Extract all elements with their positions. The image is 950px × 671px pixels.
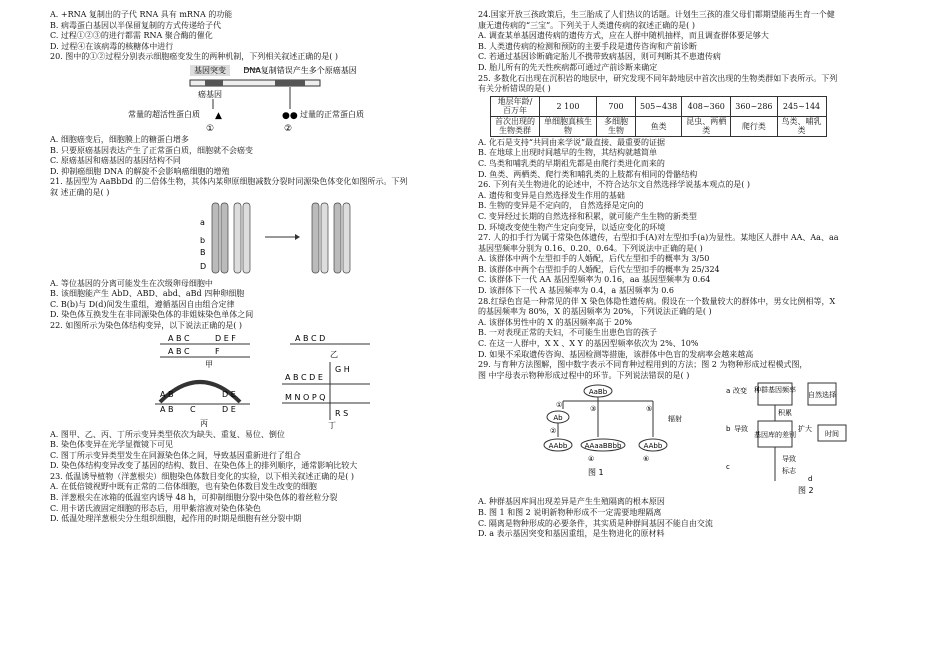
q21-stem-1: 21. 基因型为 AaBbDd 的二倍体生物，其体内某卵原细胞减数分裂时同源染色体变化如图所示。下列 (50, 177, 408, 187)
q21-diagram (50, 199, 450, 279)
mutation-label: 基因突变 (194, 65, 226, 75)
radiation-label: 辐射 (668, 415, 682, 424)
q28-stem-1: 28.红绿色盲是一种常见的伴 X 染色体隐性遗传病。假设在一个数量较大的群体中，男女比例相等，X (478, 296, 836, 306)
q22-stem: 22. 如图所示为染色体结构变异，以下说法正确的是( ) (50, 320, 243, 330)
q27-option-b: B. 该群体中两个右型扣手的人婚配，后代左型扣手的概率为 25/324 (478, 264, 720, 274)
q20-figure (50, 63, 450, 135)
q23-stem: 23. 低温诱导植物（洋葱根尖）细胞染色体数目变化的实验，以下相关叙述正确的是( ) (50, 471, 355, 481)
table-cell: 700 (597, 96, 636, 116)
bing-c: C (190, 404, 196, 414)
q26-option-d: D. 环境改变使生物产生定向变异，以适应变化的环境 (478, 222, 666, 232)
yi-label: 乙 (330, 349, 338, 359)
label-mark: 标志 (782, 467, 796, 476)
q25-stem-2: 有关分析错误的是( ) (478, 84, 551, 94)
q20-stem: 20. 图中的①②过程分别表示细胞癌变发生的两种机制，下列相关叙述正确的是( ) (50, 52, 339, 62)
figure-1-caption: 图 1 (588, 468, 604, 478)
step-6: ⑥ (643, 455, 650, 464)
q21-option-d: D. 染色体互换发生在非同源染色体的非姐妹染色单体之间 (50, 310, 254, 320)
q29-stem-2: 图 中字母表示物种形成过程中的环节。下列说法错误的是( ) (478, 370, 690, 380)
fossil-table (490, 96, 827, 137)
q26-stem: 26. 下列有关生物进化的论述中，不符合达尔文自然选择学说基本观点的是( ) (478, 180, 751, 190)
aaaabbbb-label: AAaaBBbb (584, 442, 622, 451)
q24-option-a: A. 调查某单基因遗传病的遗传方式，应在人群中随机抽样，而且调查群体要足够大 (478, 31, 769, 41)
ding-rs: R S (335, 408, 349, 418)
label-b: b (726, 425, 731, 434)
q25-option-b: B. 在地球上出现时间越早的生物，其结构就越简单 (478, 148, 657, 158)
bing-de-2: D E (222, 404, 236, 414)
ding-gh: G H (335, 364, 350, 374)
age-h2: 百万年 (503, 106, 527, 116)
figure-2-caption: 图 2 (798, 486, 814, 496)
protein-2-label: 过量的正常蛋白质 (300, 109, 364, 119)
replication-error-label: DNA复制错误产生多个原癌基因 (243, 65, 357, 75)
q22-option-b: B. 染色体变异在光学显微镜下可见 (50, 440, 173, 450)
q28-option-b: B. 一对表现正常的夫妇，不可能生出患色盲的孩子 (478, 328, 657, 338)
q23-option-c: C. 用卡诺氏液固定细胞的形态后，用甲紫溶液对染色体染色 (50, 503, 261, 513)
aaabb-label: AAbb (643, 442, 663, 451)
table-cell: 多细胞生物 (597, 116, 636, 136)
q23-option-d: D. 低温处理洋葱根尖分生组织细胞，起作用的时期是细胞有丝分裂中期 (50, 514, 302, 524)
q23-option-b: B. 洋葱根尖在冰箱的低温室内诱导 48 h，可抑制细胞分裂中染色体的着丝粒分裂 (50, 493, 338, 503)
q20-option-a: A. 细胞癌变后，细胞膜上的糖蛋白增多 (50, 134, 189, 144)
jia-label: 甲 (205, 359, 213, 369)
oncogene-label: 癌基因 (198, 89, 222, 99)
label-lead-2: 导致 (782, 455, 796, 464)
bing-label: 丙 (200, 418, 208, 428)
aabb-label: AaBb (588, 388, 608, 397)
bing-ab: A B (160, 389, 174, 399)
q27-option-a: A. 该群体中两个左型扣手的人婚配，后代左型扣手的概率为 3/50 (478, 254, 710, 264)
gene-B-label: B (200, 247, 206, 257)
q29-diagram (478, 381, 918, 497)
q21-option-a: A. 等位基因的分离可能发生在次级卵母细胞中 (50, 278, 213, 288)
protein-1-label: 常量的超活性蛋白质 (128, 109, 200, 119)
q19-option-a: A. +RNA 复制出的子代 RNA 具有 mRNA 的功能 (50, 10, 233, 19)
q29-option-c: C. 隔离是物种形成的必要条件，其实质是种群间基因不能自由交流 (478, 518, 713, 528)
label-lead: 导致 (734, 425, 748, 434)
bing-de: D E (222, 389, 236, 399)
group-h1: 首次出现的 (495, 116, 535, 126)
q24-option-c: C. 若通过基因诊断确定胎儿不携带致病基因，则可判断其不患遗传病 (478, 52, 721, 62)
group-h2: 生物类群 (499, 126, 531, 136)
q29-figure (478, 381, 918, 497)
q24-option-b: B. 人类遗传病的检测和预防的主要手段是遗传咨询和产前诊断 (478, 41, 697, 51)
q26-option-c: C. 变异经过长期的自然选择和积累，就可能产生生物的新类型 (478, 211, 697, 221)
age-h1: 地层年龄/ (497, 96, 533, 106)
q20-diagram (50, 63, 450, 135)
q19-option-d: D. 过程④在该病毒的核糖体中进行 (50, 41, 174, 51)
q22-option-c: C. 图丁所示变异类型发生在同源染色体之间，导致基因重新进行了组合 (50, 450, 301, 460)
time-label: 时间 (825, 430, 839, 439)
table-cell: 505~438 (636, 96, 682, 116)
bing-ab-2: A B (160, 404, 174, 414)
gene-b-label: b (200, 235, 206, 245)
gene-block-2 (275, 80, 305, 86)
ding-label: 丁 (328, 420, 336, 430)
step-5: ⑤ (646, 405, 653, 414)
q28-option-a: A. 该群体男性中的 X 的基因频率高于 20% (478, 317, 632, 327)
jia-top-right: D E F (215, 333, 236, 343)
q21-option-c: C. B(b)与 D(d)间发生重组，遵循基因自由组合定律 (50, 299, 235, 309)
q20-option-b: B. 只要原癌基因表达产生了正常蛋白质，细胞就不会癌变 (50, 145, 253, 155)
q26-option-a: A. 遗传和变异是自然选择发生作用的基础 (478, 190, 625, 200)
q26-option-b: B. 生物的变异是不定向的， 自然选择是定向的 (478, 201, 644, 211)
table-cell: 360~286 (731, 96, 777, 116)
arrow-head (295, 234, 300, 240)
gene-a-label: a (200, 217, 205, 227)
table-cell: 2 100 (540, 96, 597, 116)
table-cell: 爬行类 (731, 116, 777, 136)
q20-option-d: D. 抑制癌细胞 DNA 的解旋不会影响癌细胞的增殖 (50, 166, 230, 176)
chromosome-pair-before (212, 203, 250, 273)
jia-top-left: A B C (168, 333, 190, 343)
ab-label: Ab (553, 414, 563, 423)
protein-2-icon: ●● (282, 110, 298, 121)
chromosome-pair-after (312, 203, 350, 273)
label-expand: 扩大 (798, 425, 812, 434)
right-column (478, 10, 918, 540)
q24-stem-1: 24.国家开放三孩政策后，生三胎成了人们热议的话题。计划生三孩的准父母们都期望能再生育一个健 (478, 10, 835, 19)
table-row (491, 96, 827, 116)
ding-top: A B C D E (285, 372, 323, 382)
table-cell: 鸟类、哺乳类 (777, 116, 826, 136)
natural-selection-label: 自然选择 (808, 391, 836, 400)
q19-option-b: B. 病毒蛋白基因以半保留复制的方式传递给子代 (50, 20, 221, 30)
q25-stem-1: 25. 多数化石出现在沉积岩的地层中，研究发现不同年龄地层中首次出现的生物类群如下表所示。下列 (478, 73, 838, 83)
step-2: ② (550, 427, 557, 436)
label-c: c (726, 463, 730, 472)
q25-option-d: D. 鱼类、两栖类、爬行类和哺乳类的上肢都有相同的骨骼结构 (478, 169, 698, 179)
ding-bottom: M N O P Q (285, 392, 326, 402)
table-row (491, 116, 827, 136)
table-cell: 单细胞真核生物 (540, 116, 597, 136)
table-cell: 245~144 (777, 96, 826, 116)
q21-figure (50, 199, 450, 279)
q24-stem-2: 康无遗传病的“三宝”。下列关于人类遗传病的叙述正确的是( ) (478, 20, 695, 30)
q29-stem-1: 29. 与育种方法图解，图中数字表示不同育种过程用到的方法；图 2 为物种形成过程模式图， (478, 360, 808, 370)
q20-option-c: C. 原癌基因和癌基因的基因结构不同 (50, 156, 181, 166)
table-cell: 鱼类 (636, 116, 682, 136)
q28-option-d: D. 如果不采取遗传咨询、基因检测等措施，该群体中色盲的发病率会越来越高 (478, 349, 754, 359)
q27-stem-1: 27. 人的扣手行为属于常染色体遗传，右型扣手(A)对左型扣手(a)为显性。某地区人群中 AA、Aa、aa (478, 233, 839, 243)
q29-option-d: D. a 表示基因突变和基因重组，是生物进化的原材料 (478, 529, 665, 539)
gene-frequency-label: 种群基因频率 (754, 386, 796, 395)
mechanism-1-number: ① (205, 123, 215, 134)
q22-diagram (50, 332, 450, 430)
aabb2-label: AAbb (548, 442, 568, 451)
q22-figure (50, 332, 450, 430)
label-a: a (726, 387, 731, 396)
q28-stem-2: 的基因频率为 80%，X 的基因频率为 20%，下列说法正确的是( ) (478, 307, 712, 317)
q25-option-a: A. 化石是支持“共同由来学说”最直接、最重要的证据 (478, 137, 666, 147)
q22-option-d: D. 染色体结构变异改变了基因的结构、数目、在染色体上的排列顺序，通常影响比较大 (50, 461, 358, 471)
q21-stem-2: 叙 述正确的是( ) (50, 187, 110, 197)
gene-block (205, 80, 223, 86)
table-cell: 昆虫、两栖类 (682, 116, 731, 136)
mechanism-2-number: ② (283, 123, 293, 134)
label-d: d (808, 475, 813, 484)
table-header-age (491, 96, 540, 116)
gene-pool-label: 基因库的差别 (754, 431, 796, 440)
table-cell: 408~360 (682, 96, 731, 116)
q21-option-b: B. 该细胞能产生 AbD、ABD、abd、aBd 四种卵细胞 (50, 289, 245, 299)
q27-option-d: D. 该群体下一代 A 基因频率为 0.4，a 基因频率为 0.6 (478, 286, 674, 296)
protein-1-icon: ▲ (215, 110, 222, 121)
jia-bottom-right: F (215, 346, 220, 356)
q27-option-c: C. 该群体下一代 AA 基因型频率为 0.16，aa 基因型频率为 0.64 (478, 275, 711, 285)
q25-option-c: C. 鸟类和哺乳类的早期祖先都是由爬行类进化而来的 (478, 158, 665, 168)
q22-option-a: A. 图甲、乙、丙、丁所示变异类型依次为缺失、重复、易位、倒位 (50, 429, 285, 439)
label-accumulate: 积累 (778, 409, 792, 418)
jia-bottom-left: A B C (168, 346, 190, 356)
label-change: 改变 (733, 387, 747, 396)
q19-option-c: C. 过程①②③的进行都需 RNA 聚合酶的催化 (50, 31, 213, 41)
q23-option-a: A. 在低倍镜视野中既有正常的二倍体细胞，也有染色体数目发生改变的细胞 (50, 482, 317, 492)
q24-option-d: D. 胎儿所有的先天性疾病都可通过产前诊断来确定 (478, 62, 658, 72)
q29-option-a: A. 种群基因库间出现差异是产生生殖隔离的根本原因 (478, 497, 665, 507)
step-1: ① (556, 401, 563, 410)
gene-D-label: D (200, 261, 207, 271)
yi-top: A B C D (295, 333, 326, 343)
q29-option-b: B. 图 1 和图 2 说明新物种形成不一定需要地理隔离 (478, 508, 662, 517)
q27-stem-2: 基因型频率分别为 0.16、0.20、0.64。下列说法中正确的是( ) (478, 243, 703, 253)
table-header-group (491, 116, 540, 136)
step-4: ④ (588, 455, 595, 464)
left-column (50, 10, 450, 525)
q28-option-c: C. 在这一人群中，X X 、X Y 的基因型频率依次为 2%、10% (478, 339, 699, 349)
step-3: ③ (590, 405, 597, 414)
